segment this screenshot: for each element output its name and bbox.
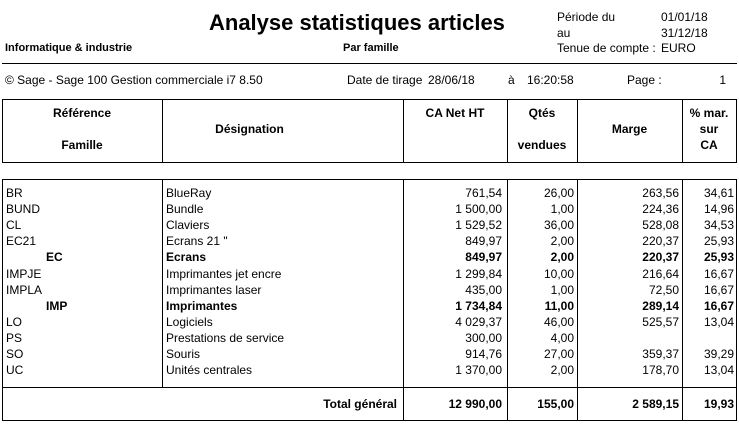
cell-qte: 4,00 — [550, 331, 574, 345]
print-date: 28/06/18 — [428, 73, 475, 87]
cell-marge: 224,36 — [642, 202, 679, 216]
family-subtotal-row — [0, 298, 739, 314]
cell-qte: 11,00 — [544, 299, 574, 313]
col-header-famille: Famille — [61, 138, 103, 152]
cell-ca: 1 370,00 — [455, 363, 502, 377]
table-row — [0, 282, 739, 298]
cell-marge: 359,37 — [642, 347, 679, 361]
period-start: 01/01/18 — [661, 10, 708, 24]
table-row — [0, 346, 739, 362]
cell-ca: 1 500,00 — [455, 202, 502, 216]
cell-designation: Logiciels — [166, 315, 213, 329]
total-qte: 155,00 — [537, 397, 574, 411]
cell-ca: 1 299,84 — [455, 267, 502, 281]
company-name: Informatique & industrie — [5, 42, 133, 54]
print-date-label: Date de tirage — [347, 73, 423, 87]
cell-pct: 25,93 — [703, 234, 734, 248]
cell-qte: 2,00 — [550, 363, 574, 377]
total-pct: 19,93 — [703, 397, 734, 411]
cell-ca: 300,00 — [465, 331, 502, 345]
cell-designation: Imprimantes — [166, 299, 238, 313]
cell-ca: 1 529,52 — [455, 218, 502, 232]
report-title: Analyse statistiques articles — [209, 10, 505, 35]
cell-marge: 220,37 — [642, 250, 679, 264]
cell-ca: 1 734,84 — [455, 299, 502, 313]
cell-qte: 1,00 — [550, 283, 574, 297]
print-time: 16:20:58 — [527, 73, 574, 87]
cell-designation: Imprimantes jet encre — [166, 267, 282, 281]
cell-pct: 14,96 — [703, 202, 734, 216]
table-row — [0, 217, 739, 233]
period-end: 31/12/18 — [661, 26, 708, 40]
cell-designation: Souris — [166, 347, 201, 361]
col-header-designation: Désignation — [215, 122, 284, 136]
cell-designation: Claviers — [166, 218, 210, 232]
cell-marge: 220,37 — [642, 234, 679, 248]
cell-designation: Ecrans 21 " — [166, 234, 228, 248]
table-row — [0, 201, 739, 217]
cell-designation: BlueRay — [166, 186, 212, 200]
cell-marge: 72,50 — [648, 283, 679, 297]
table-row — [0, 185, 739, 201]
col-header-reference: Référence — [52, 106, 112, 120]
cell-marge: 178,70 — [642, 363, 679, 377]
cell-ca: 849,97 — [465, 234, 502, 248]
total-row — [0, 396, 739, 412]
cell-pct: 16,67 — [703, 283, 734, 297]
currency-label: Tenue de compte : — [557, 41, 656, 55]
total-label: Total général — [323, 397, 397, 411]
cell-pct: 16,67 — [703, 267, 734, 281]
cell-qte: 26,00 — [543, 186, 574, 200]
page-label: Page : — [627, 73, 662, 87]
cell-designation: Imprimantes laser — [166, 283, 262, 297]
print-time-label: à — [508, 73, 515, 87]
cell-qte: 36,00 — [543, 218, 574, 232]
cell-designation: Bundle — [166, 202, 204, 216]
cell-reference: EC21 — [6, 234, 37, 248]
software-name: © Sage - Sage 100 Gestion commerciale i7 8.50 — [5, 73, 263, 87]
table-row — [0, 314, 739, 330]
cell-qte: 2,00 — [550, 250, 574, 264]
period-to-label: au — [557, 26, 571, 40]
cell-pct: 25,93 — [703, 250, 734, 264]
cell-ca: 435,00 — [465, 283, 502, 297]
period-label: Période du — [557, 10, 616, 24]
cell-reference: IMPJE — [6, 267, 42, 281]
cell-pct: 16,67 — [703, 299, 734, 313]
table-row — [0, 233, 739, 249]
cell-marge: 216,64 — [642, 267, 679, 281]
cell-ca: 761,54 — [465, 186, 502, 200]
cell-pct: 13,04 — [703, 315, 734, 329]
cell-reference: PS — [6, 331, 23, 345]
cell-reference: LO — [6, 315, 23, 329]
cell-qte: 27,00 — [543, 347, 574, 361]
col-header-marge: Marge — [611, 122, 648, 136]
cell-pct: 34,61 — [703, 186, 734, 200]
col-header-qtes: Qtés — [528, 106, 556, 120]
cell-reference: CL — [6, 218, 22, 232]
col-header-pct-ca: CA — [700, 138, 718, 152]
cell-pct: 13,04 — [703, 363, 734, 377]
cell-marge: 528,08 — [642, 218, 679, 232]
currency-value: EURO — [661, 41, 696, 55]
table-row — [0, 266, 739, 282]
cell-reference: SO — [6, 347, 24, 361]
cell-reference: UC — [6, 363, 24, 377]
cell-ca: 4 029,37 — [455, 315, 502, 329]
cell-marge: 525,57 — [642, 315, 679, 329]
cell-pct: 39,29 — [703, 347, 734, 361]
report-subtitle: Par famille — [343, 42, 399, 54]
table-row — [0, 330, 739, 346]
cell-reference: IMP — [46, 299, 68, 313]
cell-ca: 849,97 — [465, 250, 502, 264]
family-subtotal-row — [0, 249, 739, 265]
page-number: 1 — [719, 73, 726, 87]
table-row — [0, 362, 739, 378]
cell-designation: Prestations de service — [166, 331, 285, 345]
cell-qte: 1,00 — [550, 202, 574, 216]
cell-reference: EC — [46, 250, 63, 264]
cell-qte: 10,00 — [543, 267, 574, 281]
col-header-pct-sur: sur — [699, 122, 719, 136]
total-ca: 12 990,00 — [448, 397, 502, 411]
cell-qte: 2,00 — [550, 234, 574, 248]
cell-designation: Ecrans — [166, 250, 207, 264]
total-marge: 2 589,15 — [632, 397, 679, 411]
cell-marge: 289,14 — [642, 299, 679, 313]
cell-qte: 46,00 — [543, 315, 574, 329]
cell-reference: IMPLA — [6, 283, 43, 297]
cell-pct: 34,53 — [703, 218, 734, 232]
col-header-ca: CA Net HT — [425, 106, 485, 120]
col-header-pct-mar: % mar. — [689, 106, 729, 120]
cell-designation: Unités centrales — [166, 363, 253, 377]
cell-ca: 914,76 — [465, 347, 502, 361]
cell-reference: BUND — [6, 202, 41, 216]
header-rule — [2, 63, 737, 64]
col-header-vendues: vendues — [517, 138, 567, 152]
cell-reference: BR — [6, 186, 23, 200]
cell-marge: 263,56 — [642, 186, 679, 200]
